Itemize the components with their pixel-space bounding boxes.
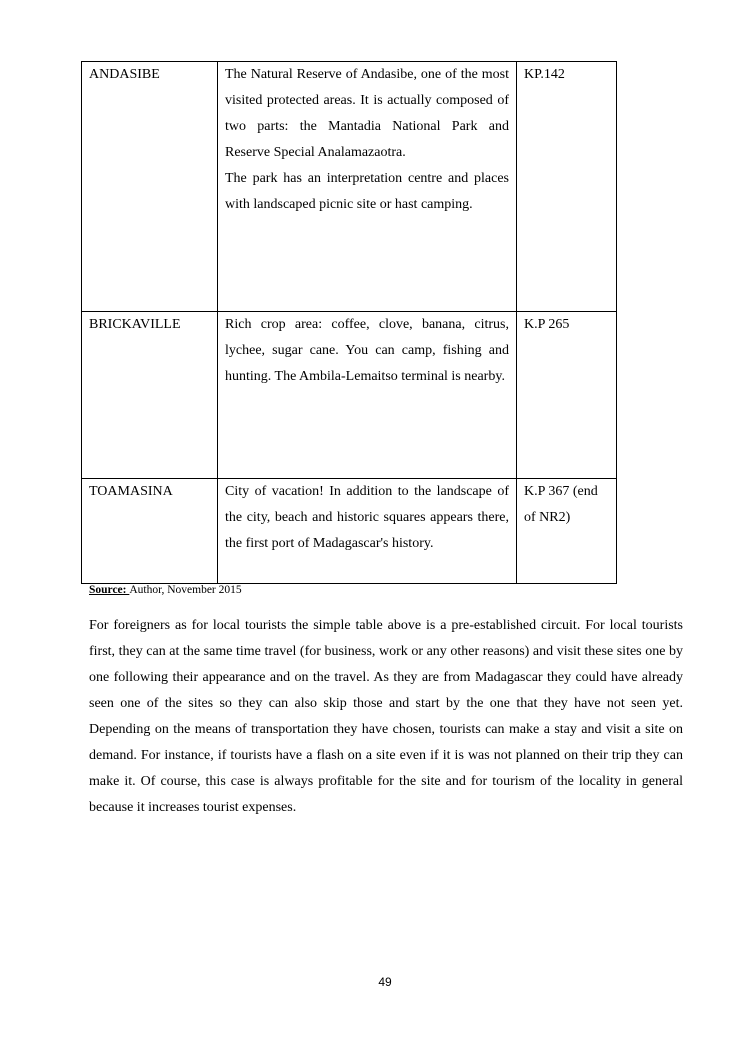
site-location: K.P 265	[517, 312, 617, 479]
site-location: K.P 367 (end of NR2)	[517, 479, 617, 584]
table-row	[82, 312, 617, 479]
site-description	[218, 62, 517, 312]
table-source	[89, 584, 242, 596]
source-text: Author, November 2015	[129, 584, 242, 596]
description-paragraph: The Natural Reserve of Andasibe, one of the most visited protected areas. It is actually composed of two parts: the Mantadia National Park and Reserve Special Analamazaotra.	[225, 67, 509, 160]
table-row	[82, 62, 617, 312]
description-paragraph: Rich crop area: coffee, clove, banana, citrus, lychee, sugar cane. You can camp, fishing and hunting. The Ambila-Lemaitso terminal is nearby.	[225, 317, 509, 384]
page-number: 49	[378, 975, 392, 989]
site-name: TOAMASINA	[82, 479, 218, 584]
description-paragraph: City of vacation! In addition to the landscape of the city, beach and historic squares appears there, the first port of Madagascar's history.	[225, 484, 509, 551]
description-paragraph: The park has an interpretation centre and places with landscaped picnic site or hast camping.	[225, 171, 509, 212]
body-paragraph: For foreigners as for local tourists the simple table above is a pre-established circuit. For local tourists first, they can at the same time travel (for business, work or any other reasons) and visit these sites one by one following their appearance and on the travel. As they are from Madagascar they could have already seen one of the sites so they can also skip those and start by the one that they have not seen yet. Depending on the means of transportation they have chosen, tourists can make a stay and visit a site on demand. For instance, if tourists have a flash on a site even if it is was not planned on their trip they can make it. Of course, this case is always profitable for the site and for tourism of the locality in general because it increases tourist expenses.	[89, 618, 683, 815]
site-description	[218, 312, 517, 479]
site-name: BRICKAVILLE	[82, 312, 218, 479]
source-label: Source:	[89, 584, 130, 596]
sites-table	[81, 61, 617, 584]
site-name: ANDASIBE	[82, 62, 218, 312]
site-location: KP.142	[517, 62, 617, 312]
table-row	[82, 479, 617, 584]
site-description	[218, 479, 517, 584]
